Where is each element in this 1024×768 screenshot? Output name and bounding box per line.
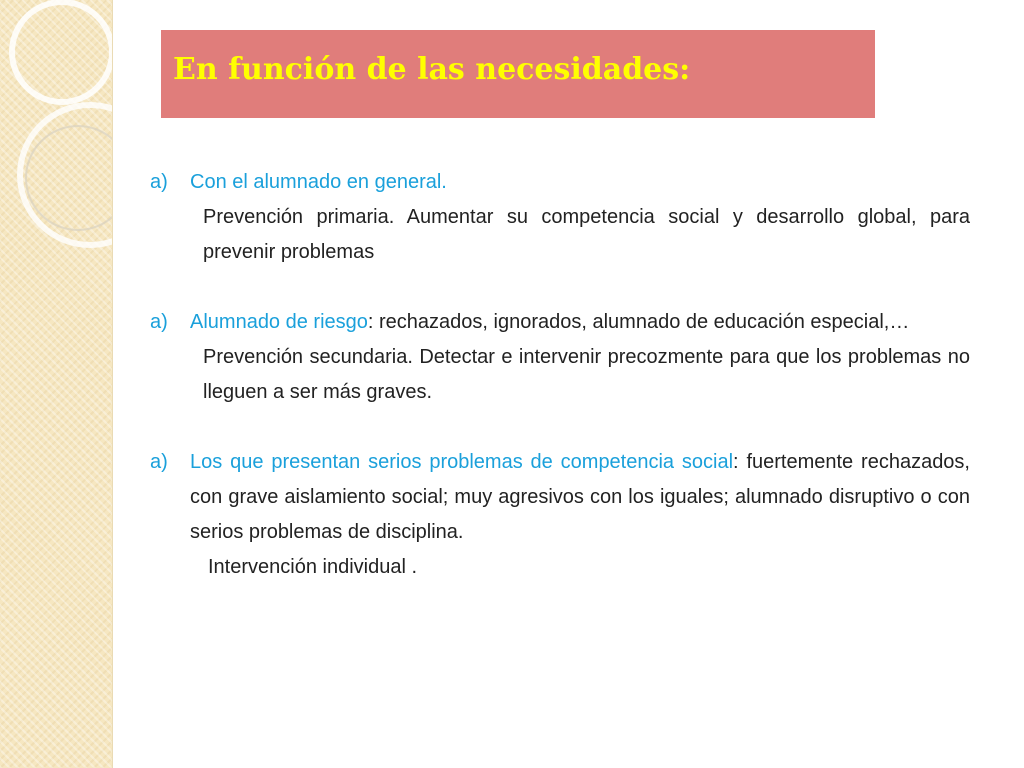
list-marker: a) — [150, 311, 168, 333]
title-banner — [161, 30, 875, 118]
item-heading: Alumnado de riesgo — [190, 311, 368, 333]
list-item-general — [150, 165, 970, 200]
list-item-serious — [150, 445, 970, 550]
item-subtext: Prevención secundaria. Detectar e intervenir precozmente para que los problemas no lleguen a ser más graves. — [203, 346, 970, 403]
slide-content — [150, 165, 970, 585]
list-item-risk — [150, 305, 970, 340]
slide-title: En función de las necesidades: — [173, 52, 691, 87]
item-description: : rechazados, ignorados, alumnado de educación especial,… — [367, 311, 910, 333]
spacer — [150, 270, 970, 305]
decorative-rings — [0, 0, 112, 768]
decorative-side-band — [0, 0, 113, 768]
spacer — [150, 410, 970, 445]
item-subtext: Intervención individual . — [208, 556, 418, 578]
decorative-ring-top — [12, 2, 112, 102]
item-heading: Con el alumnado en general. — [190, 171, 447, 193]
item-subtext: Prevención primaria. Aumentar su competencia social y desarrollo global, para prevenir problemas — [203, 206, 970, 263]
decorative-ring-large — [20, 105, 112, 245]
item-description: : fuertemente rechazados, con grave aislamiento social; muy agresivos con los iguales; alumnado disruptivo o con serios problemas de disciplina. — [190, 451, 970, 543]
list-marker: a) — [150, 451, 168, 473]
item-heading: Los que presentan serios problemas de competencia social — [190, 451, 734, 473]
list-marker: a) — [150, 171, 168, 193]
decorative-ring-inner — [26, 126, 112, 230]
